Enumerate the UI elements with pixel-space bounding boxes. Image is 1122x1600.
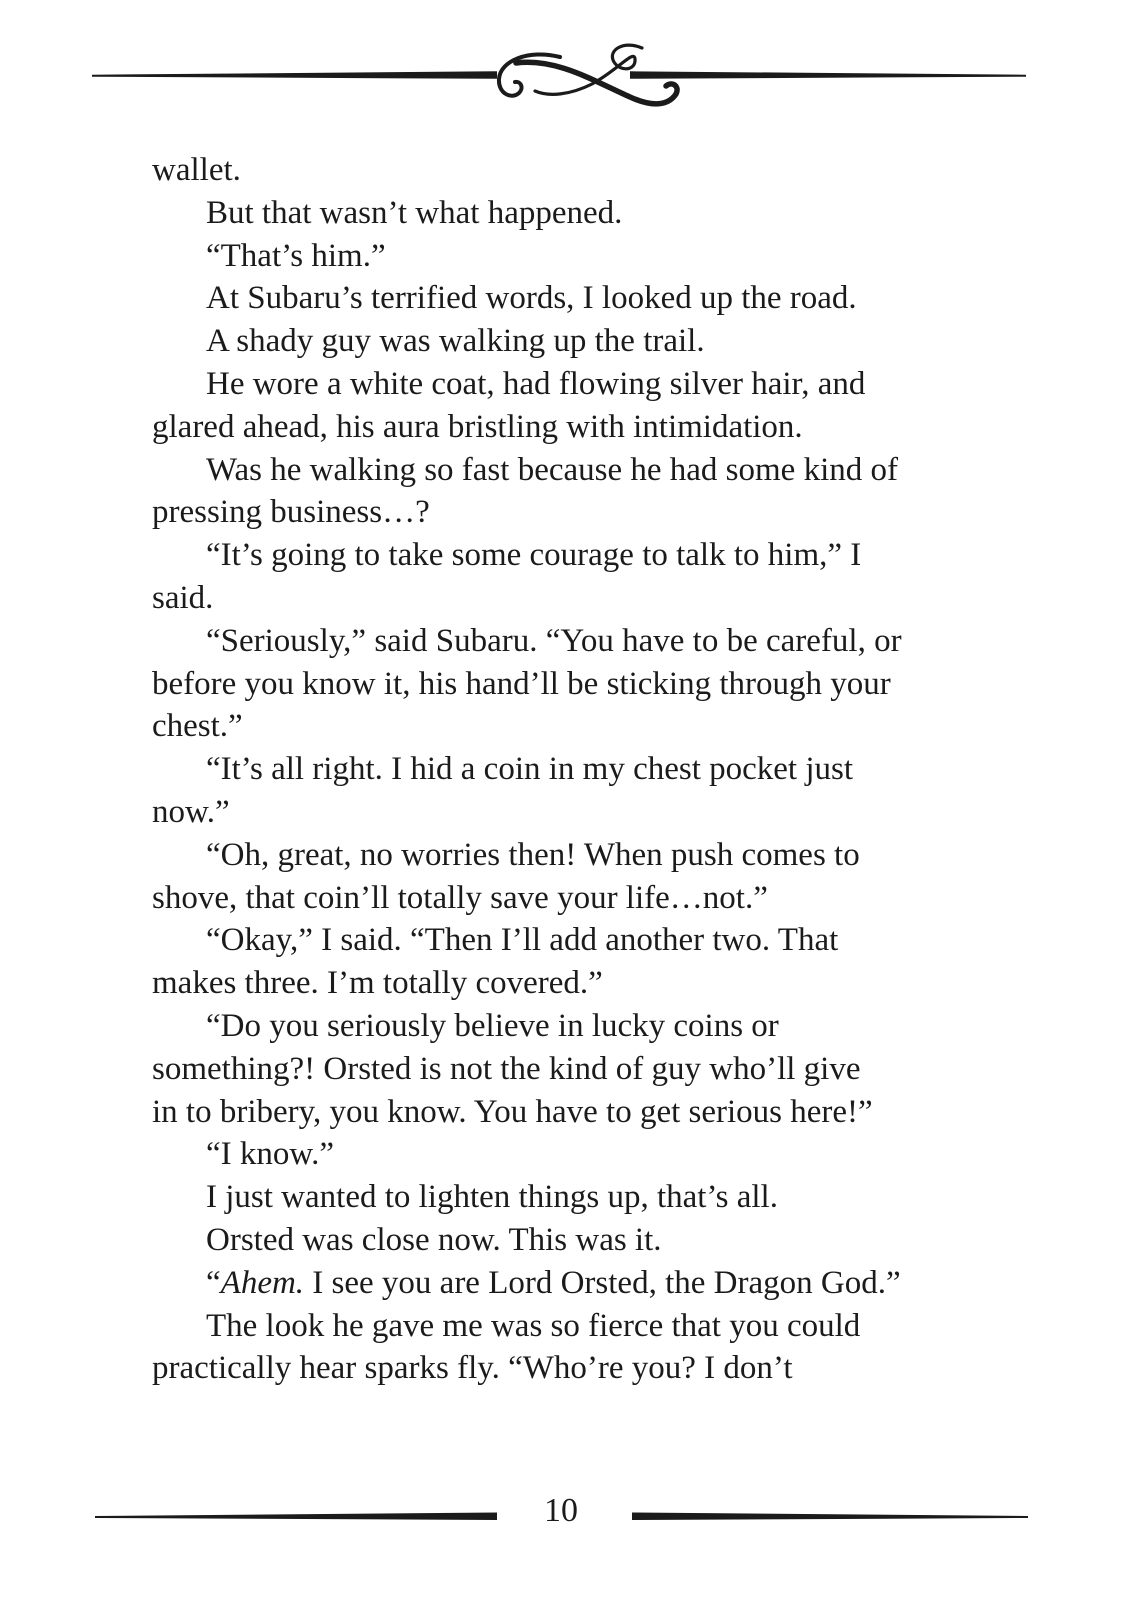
paragraph [152, 320, 1002, 363]
text-segment: “Seriously,” said Subaru. “You have to be careful, or [206, 622, 902, 659]
text-segment: practically hear sparks fly. “Who’re you? I don’t [152, 1350, 793, 1387]
text-segment: He wore a white coat, had flowing silver hair, and [206, 365, 866, 402]
text-line [152, 1305, 1002, 1348]
paragraph [152, 235, 1002, 278]
text-line [152, 449, 1002, 492]
text-segment: makes three. I’m totally covered.” [152, 965, 603, 1002]
text-line [152, 1048, 1002, 1091]
text-line [152, 406, 1002, 449]
text-segment: shove, that coin’ll totally save your life…not.” [152, 879, 768, 916]
text-line [152, 1091, 1002, 1134]
paragraph [152, 620, 1002, 748]
paragraph [152, 1219, 1002, 1262]
text-segment: now.” [152, 793, 230, 830]
paragraph [152, 1005, 1002, 1133]
text-line [152, 1262, 1002, 1305]
header-rule-right [630, 71, 1026, 79]
text-line [152, 320, 1002, 363]
text-segment: At Subaru’s terrified words, I looked up the road. [206, 280, 857, 317]
text-segment: I just wanted to lighten things up, that’s all. [206, 1179, 778, 1216]
text-segment: “That’s him.” [206, 237, 386, 274]
text-line [152, 620, 1002, 663]
footer-rule-right [632, 1512, 1028, 1522]
text-segment: “ [206, 1264, 221, 1301]
text-segment: wallet. [152, 152, 241, 188]
page-number: 10 [544, 1492, 578, 1529]
text-segment: “Oh, great, no worries then! When push comes to [206, 836, 860, 873]
text-segment: Was he walking so fast because he had some kind of [206, 451, 898, 488]
text-segment: pressing business…? [152, 494, 430, 531]
paragraph [152, 277, 1002, 320]
text-line [152, 1133, 1002, 1176]
text-line [152, 919, 1002, 962]
text-line [152, 1176, 1002, 1219]
text-segment: I see you are Lord Orsted, the Dragon God.” [304, 1264, 901, 1301]
text-segment: “It’s all right. I hid a coin in my chest pocket just [206, 751, 854, 788]
text-line [152, 235, 1002, 278]
paragraph [152, 1133, 1002, 1176]
header-flourish-divider [0, 0, 1122, 140]
text-segment: glared ahead, his aura bristling with intimidation. [152, 408, 803, 445]
paragraph [152, 1176, 1002, 1219]
text-line [152, 1005, 1002, 1048]
italic-text: Ahem. [220, 1264, 305, 1301]
paragraph [152, 834, 1002, 920]
text-line [152, 1347, 1002, 1390]
paragraph [152, 449, 1002, 535]
text-line [152, 534, 1002, 577]
text-segment: “I know.” [206, 1136, 334, 1173]
text-line [152, 663, 1002, 706]
text-line [152, 363, 1002, 406]
body-text [152, 149, 1002, 1390]
paragraph [152, 192, 1002, 235]
text-line [152, 577, 1002, 620]
text-segment: “Do you seriously believe in lucky coins or [206, 1007, 779, 1044]
text-segment: Orsted was close now. This was it. [206, 1221, 662, 1258]
text-line [152, 192, 1002, 235]
paragraph [152, 534, 1002, 620]
text-segment: something?! Orsted is not the kind of guy who’ll give [152, 1050, 861, 1087]
paragraph [152, 748, 1002, 834]
text-segment: The look he gave me was so fierce that you could [206, 1307, 861, 1344]
text-line [152, 748, 1002, 791]
text-segment: chest.” [152, 708, 243, 745]
text-line [152, 705, 1002, 748]
paragraph [152, 363, 1002, 449]
text-line [152, 791, 1002, 834]
text-line [152, 277, 1002, 320]
paragraph [152, 919, 1002, 1005]
text-line [152, 877, 1002, 920]
text-line [152, 962, 1002, 1005]
text-segment: before you know it, his hand’ll be sticking through your [152, 665, 891, 702]
text-line [152, 834, 1002, 877]
text-segment: in to bribery, you know. You have to get serious here!” [152, 1093, 873, 1130]
text-segment: A shady guy was walking up the trail. [206, 323, 705, 360]
text-segment: “Okay,” I said. “Then I’ll add another two. That [206, 922, 839, 959]
header-rule-left [92, 71, 497, 79]
paragraph [152, 149, 1002, 192]
text-segment: But that wasn’t what happened. [206, 194, 623, 231]
text-line [152, 491, 1002, 534]
page-footer [0, 1480, 1122, 1560]
paragraph [152, 1262, 1002, 1305]
paragraph [152, 1305, 1002, 1391]
text-line [152, 1219, 1002, 1262]
text-segment: “It’s going to take some courage to talk to him,” I [206, 537, 862, 574]
text-segment: said. [152, 579, 214, 616]
text-line [152, 149, 1002, 192]
